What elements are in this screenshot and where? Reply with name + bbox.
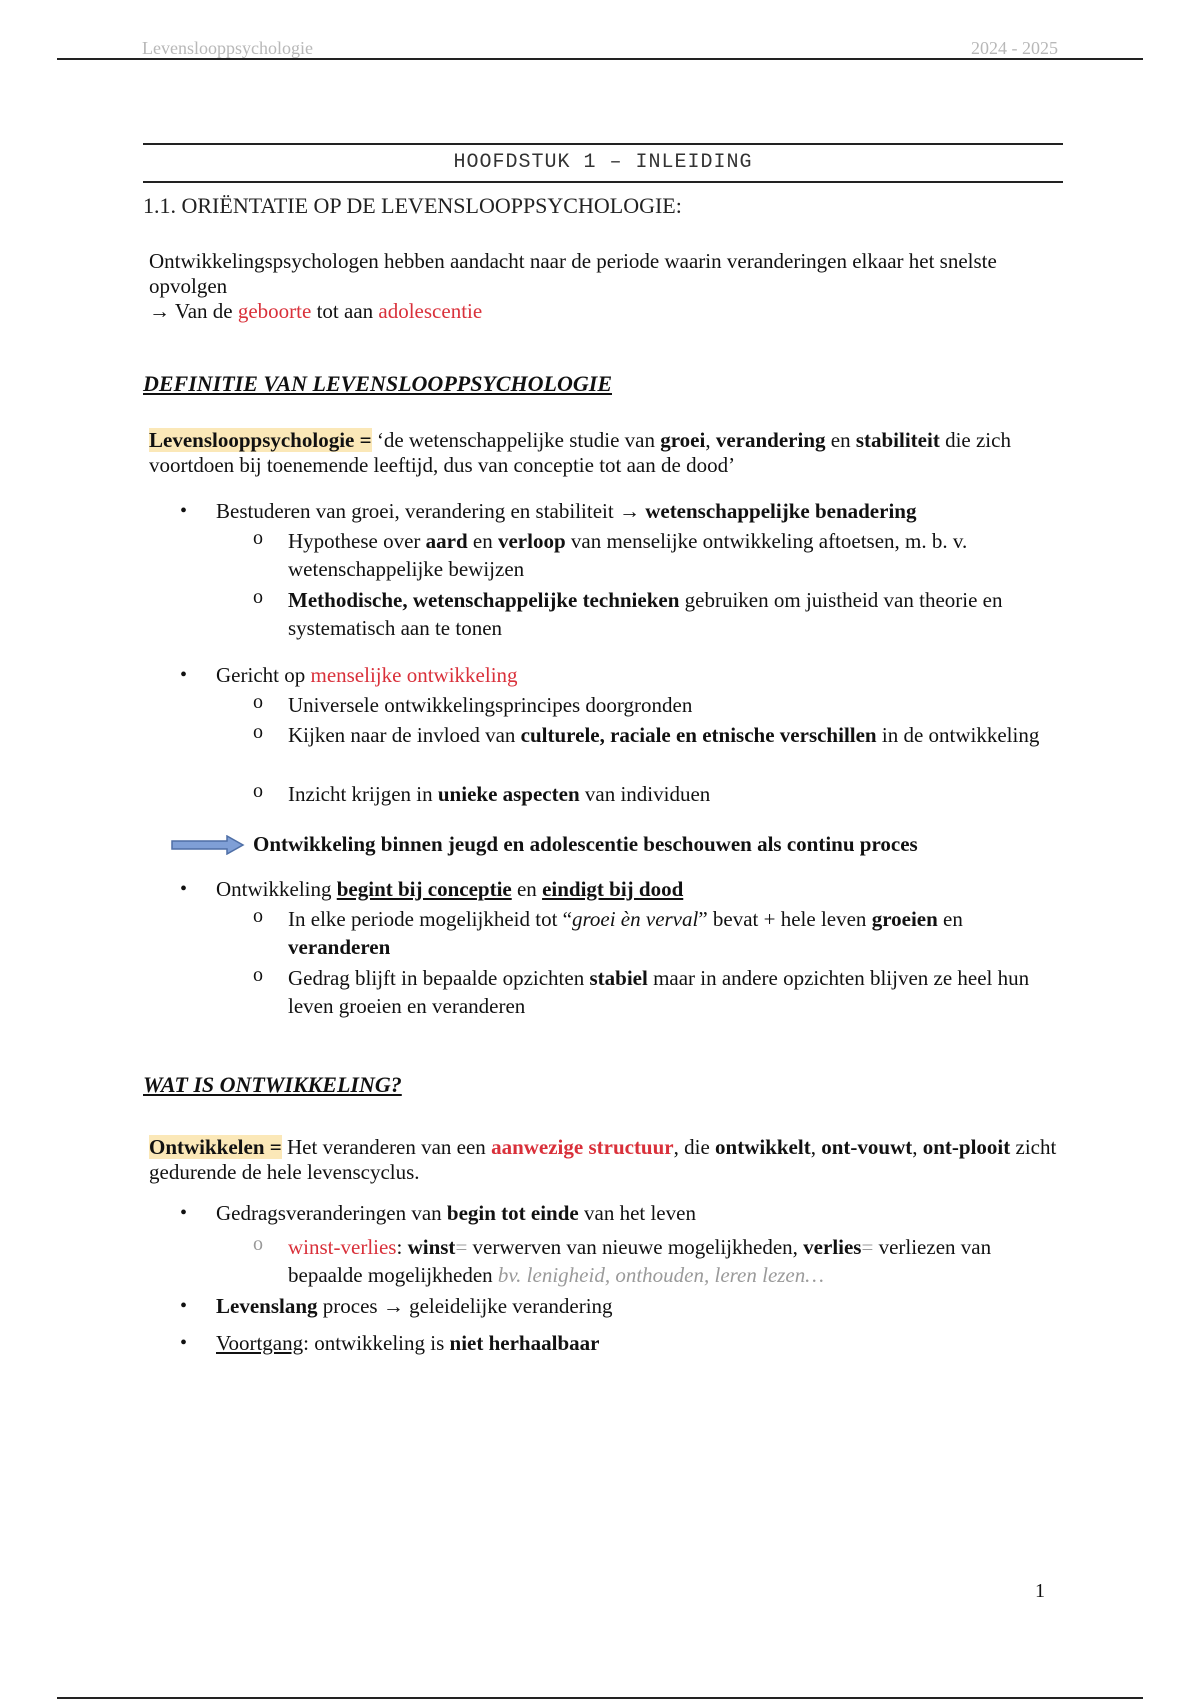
list-item-text: : ontwikkeling is xyxy=(303,1331,445,1355)
list-item xyxy=(216,497,1066,525)
sub-item-keyword: winst xyxy=(407,1235,456,1259)
sub-item-text: ” bevat + hele leven xyxy=(698,907,867,931)
sub-list-item xyxy=(288,586,1068,642)
bullet-icon: • xyxy=(180,664,188,686)
list-item-text: en xyxy=(516,877,537,901)
list-item-keyword: wetenschappelijke benadering xyxy=(645,499,917,523)
sub-item-example: bv. lenigheid, onthouden, leren lezen… xyxy=(497,1263,824,1287)
definition-text: ‘de wetenschappelijke studie van xyxy=(376,428,655,452)
sub-item-text: verliezen van bepaalde mogelijkheden xyxy=(288,1235,992,1287)
sub-bullet-icon: o xyxy=(253,691,263,713)
definition-keyword: groei xyxy=(660,428,706,452)
sub-item-keyword: verloop xyxy=(497,529,566,553)
definition-text: en xyxy=(830,428,851,452)
bullet-icon: • xyxy=(180,1202,188,1224)
development-text: , xyxy=(810,1135,816,1159)
running-header xyxy=(57,38,1143,60)
sub-bullet-icon: o xyxy=(253,964,263,986)
sub-item-text: in de ontwikkeling xyxy=(881,723,1040,747)
sub-item-text: en xyxy=(943,907,963,931)
intro-arrow: → Van de xyxy=(149,299,233,323)
list-item-text: proces → geleidelijke verandering xyxy=(322,1294,613,1318)
sub-item-keyword: verlies xyxy=(803,1235,862,1259)
section-heading: 1.1. ORIËNTATIE OP DE LEVENSLOOPPSYCHOLOGIE: xyxy=(143,193,682,218)
list-item xyxy=(216,1292,1066,1320)
sub-item-text: maar in andere opzichten blijven ze heel hun leven groeien en veranderen xyxy=(288,966,1030,1018)
sub-item-keyword: culturele, raciale en etnische verschillen xyxy=(520,723,877,747)
development-text: , xyxy=(912,1135,918,1159)
sub-bullet-icon: o xyxy=(253,527,263,549)
list-item-keyword: niet herhaalbaar xyxy=(449,1331,600,1355)
definition-paragraph xyxy=(149,428,1079,478)
development-heading: WAT IS ONTWIKKELING? xyxy=(143,1072,402,1097)
sub-list-item xyxy=(288,527,1068,583)
sub-item-text: Hypothese over xyxy=(288,529,421,553)
sub-bullet-icon: o xyxy=(253,1233,263,1255)
sub-item-text: verwerven van nieuwe mogelijkheden, xyxy=(472,1235,798,1259)
definition-keyword: verandering xyxy=(715,428,826,452)
sub-list-item xyxy=(288,780,1068,808)
sub-list-item xyxy=(288,721,1068,749)
sub-item-keyword: aard xyxy=(425,529,468,553)
sub-item-text: gebruiken om juistheid van theorie en systematisch aan te tonen xyxy=(288,588,1003,640)
development-paragraph xyxy=(149,1135,1079,1185)
header-course-title: Levenslooppsychologie xyxy=(142,38,313,58)
sub-item-keyword: unieke aspecten xyxy=(437,782,580,806)
bullet-icon: • xyxy=(180,1295,188,1317)
sub-bullet-icon: o xyxy=(253,905,263,927)
sub-bullet-icon: o xyxy=(253,780,263,802)
list-item-keyword: begint bij conceptie xyxy=(336,877,512,901)
chapter-banner xyxy=(143,143,1063,183)
sub-item-text: Inzicht krijgen in xyxy=(288,782,433,806)
intro-adolescence: adolescentie xyxy=(378,299,483,323)
definition-keyword: stabiliteit xyxy=(855,428,940,452)
list-item-text: Gedragsveranderingen van xyxy=(216,1201,442,1225)
list-item-text: Bestuderen van groei, verandering en stabiliteit → xyxy=(216,499,640,523)
sub-item-keyword: veranderen xyxy=(288,935,391,959)
sub-item-keyword: groeien xyxy=(871,907,938,931)
footer-rule xyxy=(57,1697,1143,1699)
right-arrow-icon xyxy=(171,835,245,855)
sub-list-item xyxy=(288,691,1068,719)
sub-item-text: Universele ontwikkelingsprincipes doorgronden xyxy=(288,693,693,717)
intro-middle: tot aan xyxy=(316,299,374,323)
intro-birth: geboorte xyxy=(237,299,312,323)
development-keyword: ont-vouwt xyxy=(821,1135,913,1159)
page-number: 1 xyxy=(1035,1580,1045,1602)
sub-item-text: van individuen xyxy=(584,782,711,806)
list-item-keyword: begin tot einde xyxy=(446,1201,579,1225)
bullet-icon: • xyxy=(180,1332,188,1354)
sub-item-text: In elke periode mogelijkheid tot “ xyxy=(288,907,572,931)
development-text: Het veranderen van een xyxy=(287,1135,486,1159)
intro-paragraph xyxy=(149,249,1079,324)
sub-bullet-icon: o xyxy=(253,586,263,608)
intro-text: Ontwikkelingspsychologen hebben aandacht naar de periode waarin veranderingen elkaar het snelste opvolgen xyxy=(149,249,997,298)
list-item-highlight: menselijke ontwikkeling xyxy=(310,663,518,687)
arrow-statement-text: Ontwikkeling binnen jeugd en adolescentie beschouwen als continu proces xyxy=(253,832,918,856)
development-term: Ontwikkelen = xyxy=(149,1135,282,1159)
definition-heading: DEFINITIE VAN LEVENSLOOPPSYCHOLOGIE xyxy=(143,371,612,396)
sub-item-text: = xyxy=(861,1235,874,1259)
sub-item-text: Kijken naar de invloed van xyxy=(288,723,516,747)
list-item-keyword: eindigt bij dood xyxy=(542,877,684,901)
sub-bullet-icon: o xyxy=(253,721,263,743)
sub-item-emphasis: groei èn verval xyxy=(572,907,699,931)
definition-term: Levenslooppsychologie = xyxy=(149,428,372,452)
list-item xyxy=(216,1329,1066,1357)
definition-text: , xyxy=(705,428,711,452)
sub-list-item xyxy=(288,1233,1068,1289)
sub-list-item xyxy=(288,964,1068,1020)
sub-item-keyword: stabiel xyxy=(589,966,648,990)
list-item xyxy=(216,1199,1066,1227)
sub-list-item xyxy=(288,905,1068,961)
development-text: zicht gedurende de hele levenscyclus. xyxy=(149,1135,1057,1184)
development-keyword: ontwikkelt xyxy=(715,1135,811,1159)
sub-item-text: = xyxy=(455,1235,468,1259)
list-item-text: Ontwikkeling xyxy=(216,877,332,901)
list-item-underlined: Voortgang xyxy=(216,1331,304,1355)
bullet-icon: • xyxy=(180,878,188,900)
development-text: , die xyxy=(673,1135,710,1159)
list-item xyxy=(216,661,1066,689)
chapter-title: HOOFDSTUK 1 – INLEIDING xyxy=(453,151,753,174)
header-academic-year: 2024 - 2025 xyxy=(971,38,1058,58)
bullet-icon: • xyxy=(180,500,188,522)
definition-text: die zich voortdoen bij toenemende leeftijd, dus van conceptie tot aan de dood’ xyxy=(149,428,1011,477)
sub-item-text: en xyxy=(472,529,493,553)
development-highlight: aanwezige structuur xyxy=(491,1135,674,1159)
list-item-text: van het leven xyxy=(584,1201,696,1225)
list-item-text: Gericht op xyxy=(216,663,306,687)
sub-item-text: : xyxy=(396,1235,403,1259)
sub-item-keyword: Methodische, wetenschappelijke technieken xyxy=(288,588,680,612)
sub-item-highlight: winst-verlies xyxy=(288,1235,397,1259)
sub-item-text: Gedrag blijft in bepaalde opzichten xyxy=(288,966,585,990)
list-item-keyword: Levenslang xyxy=(216,1294,318,1318)
list-item xyxy=(216,875,1066,903)
development-keyword: ont-plooit xyxy=(922,1135,1011,1159)
sub-item-text: van menselijke ontwikkeling aftoetsen, m. b. v. wetenschappelijke bewijzen xyxy=(288,529,968,581)
